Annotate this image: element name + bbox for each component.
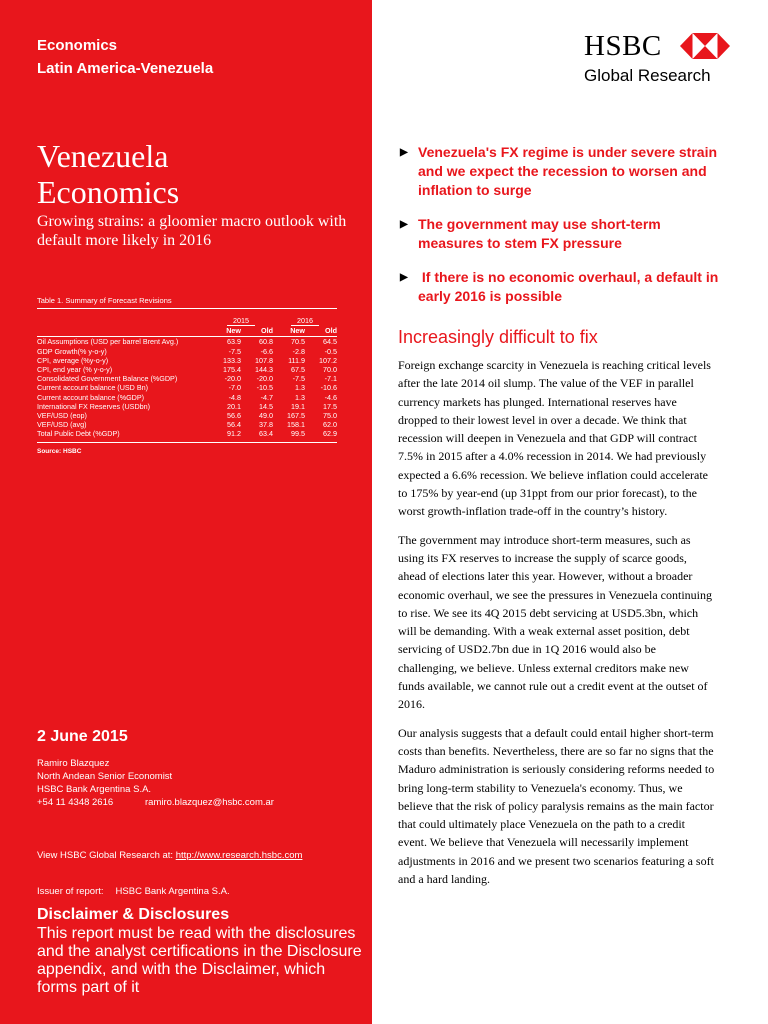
column-header: Old <box>241 326 273 337</box>
row-label: Current account balance (USD Bn) <box>37 383 149 393</box>
table-row <box>37 347 337 356</box>
article-body <box>398 356 716 898</box>
table-row <box>37 383 337 392</box>
row-label: VEF/USD (eop) <box>37 411 87 421</box>
table-cell: 37.8 <box>259 420 273 430</box>
forecast-revisions-table <box>37 316 337 443</box>
report-title <box>37 138 179 210</box>
section-label: Economics <box>37 37 118 54</box>
table-cell: 20.1 <box>227 401 241 411</box>
row-label: VEF/USD (avg) <box>37 420 87 430</box>
row-label: GDP Growth(% y-o-y) <box>37 346 107 356</box>
table-cell: -7.5 <box>292 374 305 384</box>
row-label: CPI, end year (% y-o-y) <box>37 365 113 375</box>
key-points <box>398 143 728 321</box>
article-paragraph: Our analysis suggests that a default could entail higher short-term costs than benefits. Nevertheless, there are so far no signs that the Maduro administration is seriously considering reforms needed to bring long-term stability to Venezuela's economy. Thus, we believe that the risk of policy paralysis remains as the main factor that could ultimately place Venezuela on the path to a credit event. We believe that Venezuela will necessarily implement adjustments in 2016 and we present two scenarios featuring a soft and a hard landing. <box>398 725 715 887</box>
issuer-line <box>37 886 230 897</box>
table-cell: 99.5 <box>273 429 305 442</box>
table-row <box>37 411 337 420</box>
table-cell: -10.6 <box>320 383 337 393</box>
table-cell: -4.7 <box>260 392 273 402</box>
row-label: Oil Assumptions (USD per barrel Brent Avg.) <box>37 337 179 347</box>
table-cell: 56.4 <box>227 420 241 430</box>
table-row <box>37 337 337 347</box>
table-cell: -4.8 <box>228 392 241 402</box>
table-cell: 14.5 <box>259 401 273 411</box>
table-cell: 60.8 <box>259 337 273 347</box>
logo-division: Global Research <box>584 66 711 85</box>
key-point: ▶ If there is no economic overhaul, a default in early 2016 is possible <box>400 269 723 304</box>
table-row <box>37 402 337 411</box>
table-cell: 1.3 <box>295 392 305 402</box>
table-cell: -10.5 <box>256 383 273 393</box>
row-label: Consolidated Government Balance (%GDP) <box>37 374 178 384</box>
row-label: Total Public Debt (%GDP) <box>37 429 209 442</box>
year-header: 2016 <box>273 316 337 326</box>
year-header: 2015 <box>209 316 273 326</box>
table-cell: -6.6 <box>260 346 273 356</box>
table-cell: 49.0 <box>259 411 273 421</box>
table-cell: 111.9 <box>288 355 305 365</box>
table-cell: 62.9 <box>305 429 337 442</box>
table-row <box>37 429 337 442</box>
row-label: CPI, average (%y-o-y) <box>37 355 109 365</box>
table-cell: 70.0 <box>323 365 337 375</box>
triangle-right-icon: ▶ <box>400 147 408 158</box>
issuer-label: Issuer of report: <box>37 886 104 897</box>
table-cell: 63.9 <box>227 337 241 347</box>
table-cell: 158.1 <box>287 420 305 430</box>
triangle-right-icon: ▶ <box>400 272 408 283</box>
table-row <box>37 420 337 429</box>
title-line-2: Economics <box>37 174 180 210</box>
table-cell: 167.5 <box>287 411 305 421</box>
table-row <box>37 356 337 365</box>
issuer-value: HSBC Bank Argentina S.A. <box>115 886 230 897</box>
author-name: Ramiro Blazquez <box>37 758 110 769</box>
table-cell: 107.2 <box>319 355 337 365</box>
author-block <box>37 757 274 809</box>
author-title: North Andean Senior Economist <box>37 771 173 782</box>
column-header: New <box>273 326 305 337</box>
cover-left-panel <box>0 0 372 1024</box>
research-link-line <box>37 850 302 861</box>
author-phone: +54 11 4348 2616 <box>37 797 114 808</box>
triangle-right-icon: ▶ <box>400 219 408 230</box>
author-email[interactable]: ramiro.blazquez@hsbc.com.ar <box>145 797 274 808</box>
research-link[interactable]: http://www.research.hsbc.com <box>175 850 303 861</box>
key-point: ▶ Venezuela's FX regime is under severe strain and we expect the recession to worsen and inflation to surge <box>400 144 718 198</box>
row-label: Current account balance (%GDP) <box>37 392 145 402</box>
table-cell: 1.3 <box>295 383 305 393</box>
table-cell: 63.4 <box>241 429 273 442</box>
table-cell: 107.8 <box>255 355 273 365</box>
report-subtitle: Growing strains: a gloomier macro outlook with default more likely in 2016 <box>37 213 347 249</box>
table-cell: -4.6 <box>324 392 337 402</box>
article-heading: Increasingly difficult to fix <box>398 327 598 347</box>
table-cell: 19.1 <box>291 401 305 411</box>
table-cell: -0.5 <box>324 346 337 356</box>
table-caption: Table 1. Summary of Forecast Revisions <box>37 296 337 309</box>
table-cell: -2.8 <box>292 346 305 356</box>
table-body <box>37 337 337 442</box>
table-cell: -7.1 <box>324 374 337 384</box>
table-cell: 70.5 <box>291 337 305 347</box>
hexagon-logo-icon <box>680 33 730 59</box>
table-cell: 91.2 <box>209 429 241 442</box>
table-subhead-row <box>37 326 337 337</box>
disclaimer-body: This report must be read with the disclosures and the analyst certifications in the Disclosure appendix, and with the Disclaimer, which forms part of it <box>37 925 362 996</box>
table-source: Source: HSBC <box>37 447 82 455</box>
table-cell: 175.4 <box>223 365 241 375</box>
author-company: HSBC Bank Argentina S.A. <box>37 784 152 795</box>
column-header: New <box>209 326 241 337</box>
title-line-1: Venezuela <box>37 138 169 174</box>
table-cell: 56.6 <box>227 411 241 421</box>
disclaimer-title: Disclaimer & Disclosures <box>37 906 230 923</box>
table-cell: 62.0 <box>323 420 337 430</box>
logo-brand: HSBC <box>584 30 662 62</box>
report-date: 2 June 2015 <box>37 728 128 745</box>
table-cell: -7.5 <box>228 346 241 356</box>
table-row <box>37 374 337 383</box>
table-cell: 133.3 <box>223 355 241 365</box>
table-cell: 17.5 <box>323 401 337 411</box>
table-cell: -20.0 <box>224 374 241 384</box>
region-label: Latin America-Venezuela <box>37 60 214 77</box>
table-cell: 144.3 <box>255 365 273 375</box>
table-year-row <box>37 316 337 326</box>
article-paragraph: The government may introduce short-term measures, such as using its FX reserves to increase the supply of scarce goods, ahead of elections later this year. However, without a broader economic overhaul, we see the pressures in Venezuela continuing to rise. We see its 4Q 2015 debt servicing at USD5.3bn, which will be demanding. With a weak external asset position, debt servicing of USD2.7bn due in 1Q 2016 would also be challenging, we believe. Unless external creditors make new funds available, we cannot rule out a credit event at the outset of 2016. <box>398 532 713 712</box>
table-row <box>37 365 337 374</box>
table-cell: 75.0 <box>323 411 337 421</box>
table-row <box>37 393 337 402</box>
hsbc-logo <box>584 30 734 90</box>
forecast-table <box>37 296 337 455</box>
table-cell: 64.5 <box>323 337 337 347</box>
key-point: ▶ The government may use short-term measures to stem FX pressure <box>400 216 661 251</box>
table-cell: -20.0 <box>256 374 273 384</box>
table-cell: 67.5 <box>291 365 305 375</box>
research-link-label: View HSBC Global Research at: <box>37 850 174 861</box>
article-paragraph: Foreign exchange scarcity in Venezuela is reaching critical levels after the late 2014 oil slump. The value of the VEF in parallel currency markets has plunged. International reserves have dropped to their lowest level in over a decade. We think that recession will deepen in Venezuela and that GDP will contract 7.5% in 2015 after a 4.0% recession in 2014. We had previously expected a 6.6% recession. We believe inflation could accelerate to 175% by year-end (up 31ppt from our prior forecast), to the worst growth-inflation trade-off in the country’s history. <box>398 358 711 519</box>
table-cell: -7.0 <box>228 383 241 393</box>
column-header: Old <box>305 326 337 337</box>
row-label: International FX Reserves (USDbn) <box>37 401 151 411</box>
